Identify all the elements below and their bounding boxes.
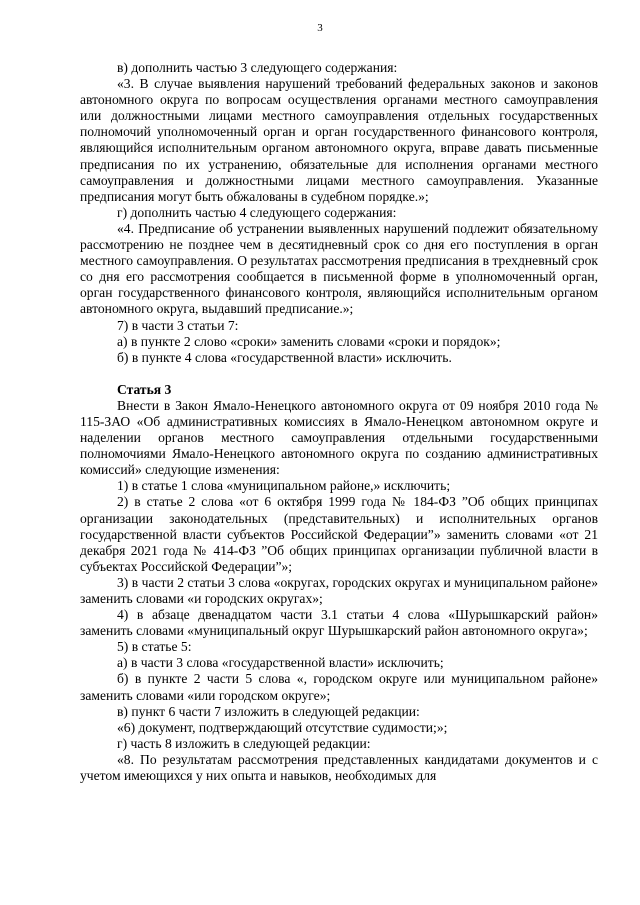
paragraph: 3) в части 2 статьи 3 слова «округах, городских округах и муниципальном районе» заменить словами «и городских округах»; bbox=[80, 574, 598, 606]
paragraph: 4) в абзаце двенадцатом части 3.1 статьи 4 слова «Шурышкарский район» заменить словами «муниципальный округ Шурышкарский район автономного округа»; bbox=[80, 607, 598, 639]
article-heading: Статья 3 bbox=[117, 381, 172, 397]
paragraph: «6) документ, подтверждающий отсутствие судимости;»; bbox=[117, 719, 448, 735]
paragraph: а) в части 3 слова «государственной власти» исключить; bbox=[117, 655, 444, 671]
paragraph: а) в пункте 2 слово «сроки» заменить словами «сроки и порядок»; bbox=[117, 333, 501, 349]
paragraph: б) в пункте 2 части 5 слова «, городском округе или муниципальном районе» заменить словами «или городском округе»; bbox=[80, 671, 598, 703]
paragraph: 1) в статье 1 слова «муниципальном районе,» исключить; bbox=[117, 478, 451, 494]
paragraph: г) дополнить частью 4 следующего содержания: bbox=[117, 204, 397, 220]
paragraph: б) в пункте 4 слова «государственной власти» исключить. bbox=[117, 349, 452, 365]
paragraph: г) часть 8 изложить в следующей редакции: bbox=[117, 735, 371, 751]
paragraph: 2) в статье 2 слова «от 6 октября 1999 года № 184-ФЗ ”Об общих принципах организации законодательных (представительных) и исполнительных органов государственной власти субъектов Российской Федерации”» заменить словами «от 21 декабря 2021 года № 414-ФЗ ”Об общих принципах организации публичной власти в субъектах Российской Федерации”»; bbox=[80, 494, 598, 574]
paragraph: «3. В случае выявления нарушений требований федеральных законов и законов автономного округа по вопросам осуществления органами местного самоуправления или должностными лицами местного самоуправления отдельных государственных полномочий уполномоченный орган и орган государственного финансового контроля, являющийся исполнительным органом автономного округа, вправе давать письменные предписания по их устранению, обязательные для исполнения органами местного самоуправления и должностными лицами местного самоуправления. Указанные предписания могут быть обжалованы в судебном порядке.»; bbox=[80, 76, 598, 204]
paragraph: 7) в части 3 статьи 7: bbox=[117, 317, 239, 333]
paragraph: в) пункт 6 части 7 изложить в следующей редакции: bbox=[117, 703, 420, 719]
paragraph: «4. Предписание об устранении выявленных нарушений подлежит обязательному рассмотрению не позднее чем в десятидневный срок со дня его поступления в орган местного самоуправления. О результатах рассмотрения предписания в трехдневный срок со дня его рассмотрения сообщается в письменной форме в уполномоченный орган, орган государственного финансового контроля, являющийся исполнительным органом автономного округа, выдавший предписание.»; bbox=[80, 220, 598, 317]
paragraph: Внести в Закон Ямало-Ненецкого автономного округа от 09 ноября 2010 года № 115-ЗАО «Об административных комиссиях в Ямало-Ненецком автономном округе и наделении органов местного самоуправления отдельными государственными полномочиями Ямало-Ненецкого автономного округа по созданию административных комиссий» следующие изменения: bbox=[80, 397, 598, 478]
page-number: 3 bbox=[317, 22, 323, 34]
paragraph: «8. По результатам рассмотрения представленных кандидатами документов и с учетом имеющихся у них опыта и навыков, необходимых для bbox=[80, 751, 598, 784]
document-body bbox=[80, 60, 598, 784]
paragraph: 5) в статье 5: bbox=[117, 639, 192, 655]
paragraph: в) дополнить частью 3 следующего содержания: bbox=[117, 60, 398, 75]
